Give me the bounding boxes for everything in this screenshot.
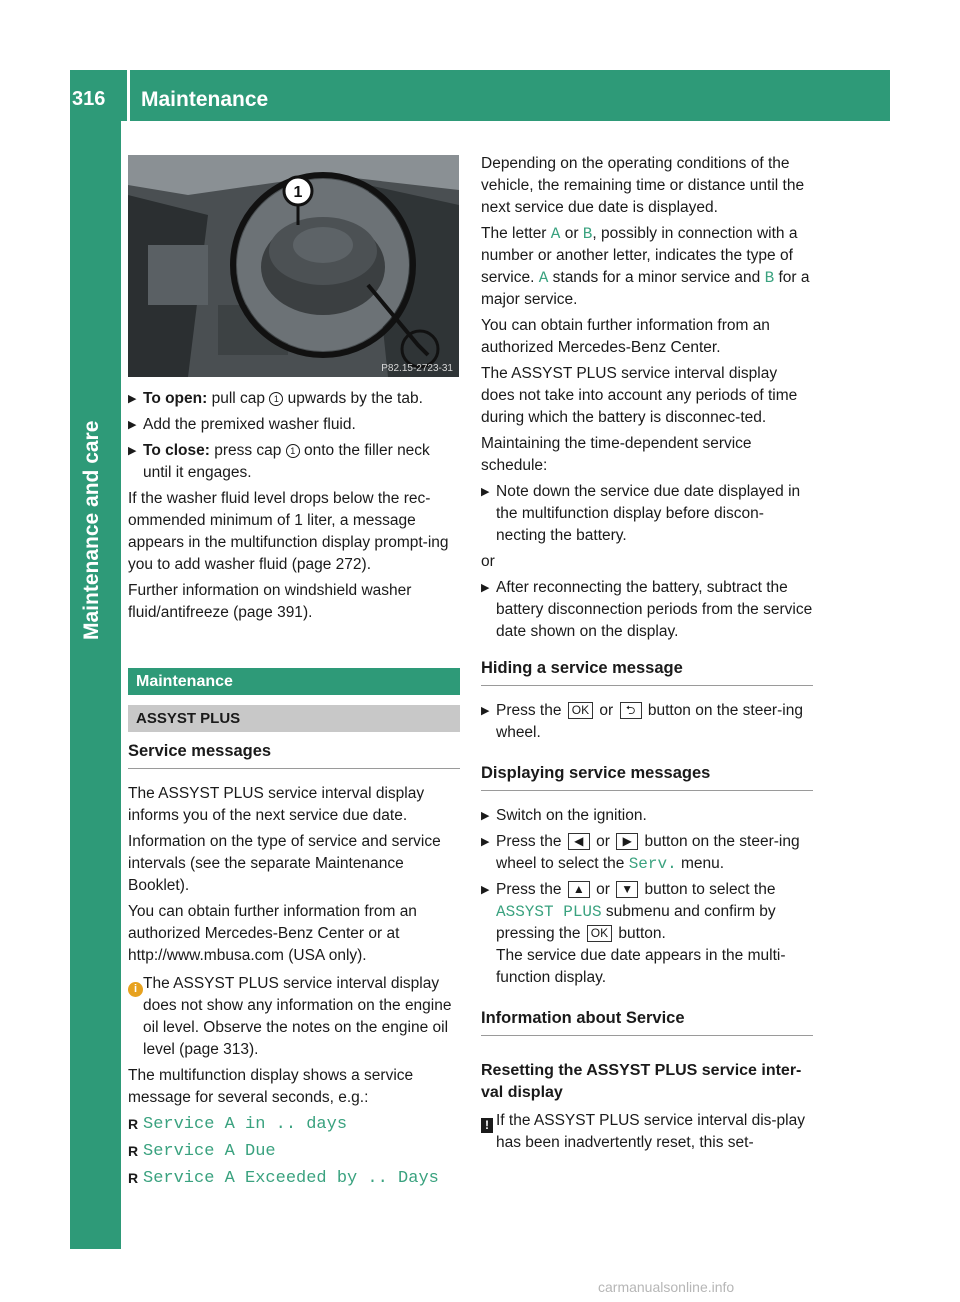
heading-information-service: Information about Service <box>481 1007 813 1036</box>
paragraph <box>128 580 460 624</box>
warning-note <box>481 1110 813 1154</box>
heading-service-messages: Service messages <box>128 740 460 769</box>
step-close-label: To close: <box>143 442 210 459</box>
text: If the washer fluid level drops below the rec-ommended minimum of 1 liter, a message appears in the multifunction display prompt-ing you to add washer fluid ( <box>128 490 449 573</box>
watermark: carmanualsonline.info <box>598 1279 735 1295</box>
paragraph: Maintaining the time-dependent service schedule: <box>481 435 752 474</box>
step-open-label: To open: <box>143 390 208 407</box>
back-key-icon: ⮌ <box>620 702 642 719</box>
paragraph: Depending on the operating conditions of the vehicle, the remaining time or distance until the next service due date is displayed. <box>481 155 805 216</box>
bullet-arrow-icon: ▶ <box>481 705 490 717</box>
text: button. <box>614 925 666 942</box>
step-add-fluid <box>128 414 460 436</box>
message-item <box>128 1113 460 1136</box>
engine-bay-illustration <box>128 155 459 377</box>
header-divider <box>127 70 130 121</box>
paragraph: You can obtain further information from an authorized Mercedes-Benz Center. <box>481 317 770 356</box>
bullet-arrow-icon: ▶ <box>128 419 137 431</box>
left-key-icon: ◀ <box>568 833 590 850</box>
page-title: Maintenance <box>141 88 269 111</box>
text: or <box>591 881 615 898</box>
text: Press the <box>496 881 566 898</box>
text: ). <box>302 604 313 621</box>
ok-key-icon: OK <box>568 702 593 719</box>
text: or <box>560 225 583 242</box>
paragraph: You can obtain further information from an authorized Mercedes-Benz Center or at http://www.mbusa.com (USA only). <box>128 903 417 964</box>
page-ref-link[interactable]: page 313 <box>184 1041 250 1058</box>
page-number: 316 <box>72 88 106 110</box>
text: or <box>595 702 618 719</box>
step-hide <box>481 700 813 744</box>
service-letter-a: A <box>550 225 561 243</box>
text: The service due date appears in the multi-function display. <box>496 947 786 986</box>
text: submenu and confirm by pressing the <box>496 903 776 942</box>
step-close <box>128 440 460 484</box>
callout-1-marker: 1 <box>286 444 300 458</box>
paragraph: The ASSYST PLUS service interval display informs you of the next service due date. <box>128 785 425 824</box>
bullet-arrow-icon: ▶ <box>481 836 490 848</box>
message-text: Service A in .. days <box>143 1115 348 1134</box>
text: button to select the <box>640 881 776 898</box>
bullet-arrow-icon: ▶ <box>128 393 137 405</box>
page-ref-link[interactable]: page 272 <box>296 556 362 573</box>
side-tab <box>70 121 121 1249</box>
list-marker: R <box>128 1143 139 1159</box>
paragraph: The ASSYST PLUS service interval display does not take into account any periods of time during which the battery is disconnec-ted. <box>481 365 798 426</box>
right-key-icon: ▶ <box>616 833 638 850</box>
text: for a major service. <box>481 269 810 308</box>
step-text: Note down the service due date displayed in the multifunction display before discon-necting the battery. <box>496 483 801 544</box>
heading-displaying-messages: Displaying service messages <box>481 762 813 791</box>
step-text: upwards by the tab. <box>283 390 423 407</box>
bullet-arrow-icon: ▶ <box>481 810 490 822</box>
text: ). <box>361 556 371 573</box>
step-text: After reconnecting the battery, subtract the battery disconnection periods from the service date shown on the display. <box>496 579 813 640</box>
side-tab-label: Maintenance and care <box>80 420 103 640</box>
warning-icon: ! <box>481 1118 493 1133</box>
text: , possibly in connection with a number or another letter, indicates the type of service. <box>481 225 798 286</box>
section-heading-maintenance: Maintenance <box>128 668 460 695</box>
heading-resetting: Resetting the ASSYST PLUS service inter-val display <box>481 1062 802 1101</box>
svg-text:1: 1 <box>293 184 303 201</box>
subsection-heading-assyst: ASSYST PLUS <box>128 705 460 732</box>
bullet-arrow-icon: ▶ <box>128 445 137 457</box>
ok-key-icon: OK <box>587 925 612 942</box>
text: Further information on windshield washer fluid/antifreeze ( <box>128 582 412 621</box>
up-key-icon: ▲ <box>568 881 590 898</box>
step-ignition <box>481 805 813 827</box>
step-open <box>128 388 460 410</box>
callout-1-marker: 1 <box>269 392 283 406</box>
message-text: Service A Due <box>143 1142 276 1161</box>
bullet-arrow-icon: ▶ <box>481 884 490 896</box>
paragraph <box>481 223 813 311</box>
step-text: pull cap <box>207 390 270 407</box>
message-item <box>128 1167 460 1190</box>
info-note <box>128 973 460 1061</box>
text: stands for a minor service and <box>548 269 765 286</box>
heading-hiding-message: Hiding a service message <box>481 657 813 686</box>
message-item <box>128 1140 460 1163</box>
paragraph: Information on the type of service and service intervals (see the separate Maintenance Booklet). <box>128 833 441 894</box>
serv-menu-label: Serv. <box>628 855 677 873</box>
text: or <box>591 833 615 850</box>
step-subtract <box>481 577 813 643</box>
step-text: press cap <box>209 442 286 459</box>
list-marker: R <box>128 1170 139 1186</box>
text: The ASSYST PLUS service interval display does not show any information on the engine oil level. Observe the notes on the engine oil level ( <box>143 975 452 1058</box>
down-key-icon: ▼ <box>616 881 638 898</box>
right-column <box>481 153 813 1158</box>
bullet-arrow-icon: ▶ <box>481 582 490 594</box>
text: The letter <box>481 225 551 242</box>
text: If the ASSYST PLUS service interval dis-play has been inadvertently reset, this set- <box>496 1112 805 1151</box>
paragraph: or <box>481 553 495 570</box>
message-text: Service A Exceeded by .. Days <box>143 1169 439 1188</box>
step-note-date <box>481 481 813 547</box>
text: Press the <box>496 833 566 850</box>
text: button on the steer-ing wheel to select the <box>496 833 800 872</box>
service-letter-b: B <box>764 269 775 287</box>
service-letter-b: B <box>582 225 593 243</box>
text: ). <box>249 1041 259 1058</box>
left-column <box>128 388 460 1194</box>
step-text: Add the premixed washer fluid. <box>143 416 356 433</box>
text: button on the steer-ing wheel. <box>496 702 803 741</box>
service-letter-a: A <box>538 269 549 287</box>
assyst-submenu-label: ASSYST PLUS <box>496 903 602 921</box>
engine-bay-photo <box>128 155 459 377</box>
step-select-serv <box>481 831 813 875</box>
photo-code: P82.15-2723-31 <box>381 363 453 374</box>
paragraph <box>128 488 460 576</box>
step-select-assyst <box>481 879 813 989</box>
step-text: onto the filler neck until it engages. <box>143 442 430 481</box>
step-text: Switch on the ignition. <box>496 807 647 824</box>
info-icon: i <box>128 982 143 997</box>
text: menu. <box>676 855 725 872</box>
paragraph: The multifunction display shows a service message for several seconds, e.g.: <box>128 1067 414 1106</box>
list-marker: R <box>128 1116 139 1132</box>
text: Press the <box>496 702 566 719</box>
bullet-arrow-icon: ▶ <box>481 486 490 498</box>
page-ref-link[interactable]: page 391 <box>238 604 303 621</box>
